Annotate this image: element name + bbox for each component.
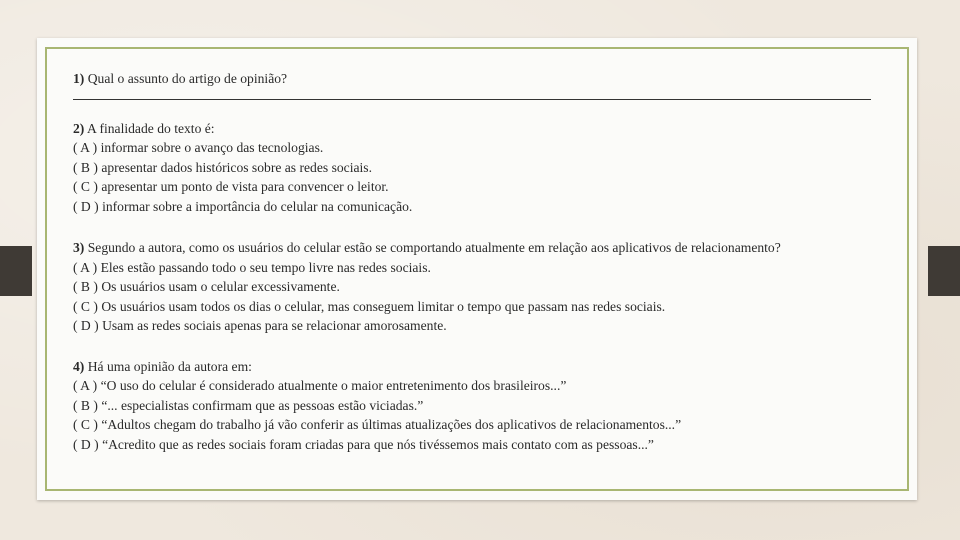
question-4 <box>73 357 885 377</box>
question-text: Qual o assunto do artigo de opinião? <box>87 71 288 86</box>
right-side-tab <box>928 246 960 296</box>
question-number: 1) <box>73 71 85 86</box>
question-1 <box>73 69 885 89</box>
question-number: 2) <box>73 120 85 136</box>
question-text: Segundo a autora, como os usuários do celular estão se comportando atualmente em relação aos aplicativos de relacionamento? <box>87 240 781 255</box>
option-d[interactable]: ( D ) Usam as redes sociais apenas para se relacionar amorosamente. <box>73 318 447 333</box>
option-d[interactable]: ( D ) informar sobre a importância do celular na comunicação. <box>73 198 413 214</box>
worksheet-content <box>73 69 885 454</box>
question-number: 3) <box>73 240 85 255</box>
option-d[interactable]: ( D ) “Acredito que as redes sociais foram criadas para que nós tivéssemos mais contato com as pessoas...” <box>73 436 654 452</box>
option-a[interactable]: ( A ) informar sobre o avanço das tecnologias. <box>73 140 324 155</box>
option-a[interactable]: ( A ) Eles estão passando todo o seu tempo livre nas redes sociais. <box>73 259 431 275</box>
option-c[interactable]: ( C ) Os usuários usam todos os dias o celular, mas conseguem limitar o tempo que passam nas redes sociais. <box>73 298 666 314</box>
option-c[interactable]: ( C ) apresentar um ponto de vista para convencer o leitor. <box>73 179 389 194</box>
option-a[interactable]: ( A ) “O uso do celular é considerado atualmente o maior entretenimento dos brasileiros...” <box>73 378 567 393</box>
option-b[interactable]: ( B ) Os usuários usam o celular excessivamente. <box>73 279 340 294</box>
option-b[interactable]: ( B ) “... especialistas confirmam que as pessoas estão viciadas.” <box>73 397 424 413</box>
option-b[interactable]: ( B ) apresentar dados históricos sobre as redes sociais. <box>73 159 372 175</box>
option-c[interactable]: ( C ) “Adultos chegam do trabalho já vão conferir as últimas atualizações dos aplicativos de relacionamentos...” <box>73 417 682 432</box>
worksheet-card <box>37 38 917 500</box>
question-number: 4) <box>73 358 85 374</box>
question-text: A finalidade do texto é: <box>86 120 215 136</box>
question-text: Há uma opinião da autora em: <box>87 358 252 374</box>
question-2 <box>73 119 885 139</box>
left-side-tab <box>0 246 32 296</box>
question-3 <box>73 238 885 258</box>
